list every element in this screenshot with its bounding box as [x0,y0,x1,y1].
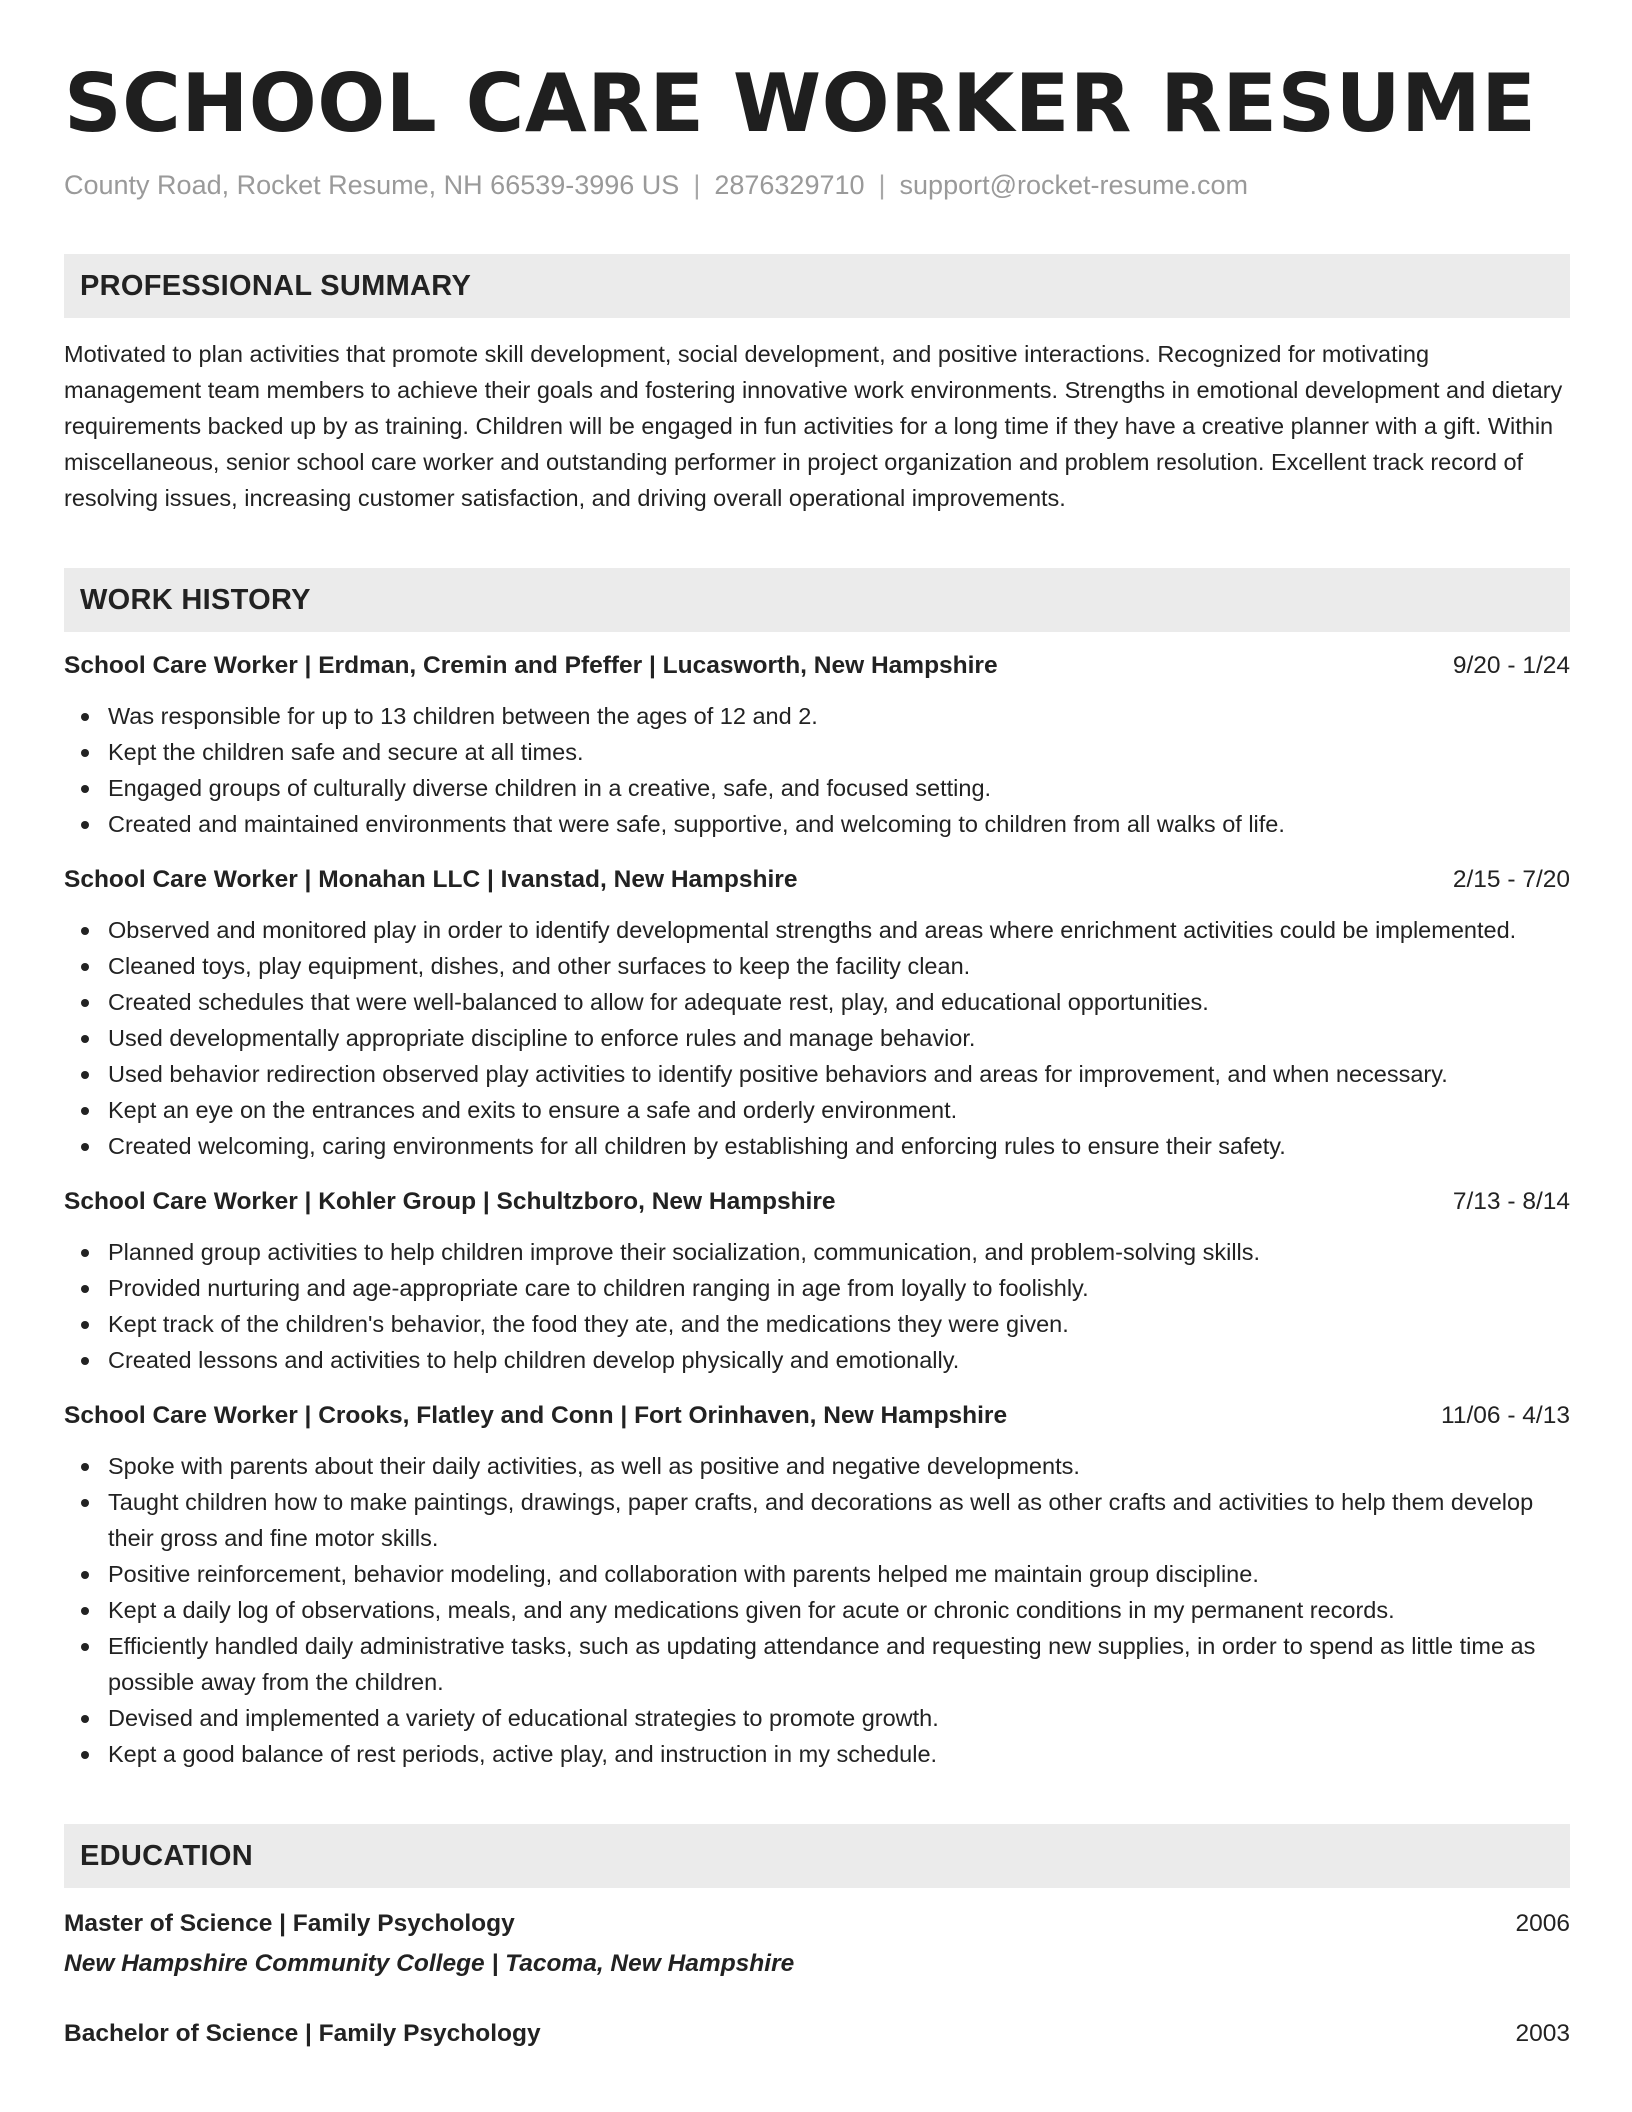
bullet-item: Created and maintained environments that were safe, supportive, and welcoming to children from all walks of life. [64,806,1570,842]
education-year: 2006 [1515,1910,1570,1937]
section-heading-label: EDUCATION [80,1839,253,1872]
bullet-item: Was responsible for up to 13 children between the ages of 12 and 2. [64,698,1570,734]
bullet-item: Kept the children safe and secure at all times. [64,734,1570,770]
section-heading-work-history [64,568,1570,632]
page-title: SCHOOL CARE WORKER RESUME [64,57,1537,150]
job-bullets [64,912,1570,1164]
section-heading-label: WORK HISTORY [80,583,311,616]
job-header [64,1184,1570,1220]
job-bullets [64,1234,1570,1378]
job-bullets [64,1448,1570,1772]
bullet-item: Used behavior redirection observed play activities to identify positive behaviors and areas for improvement, and when necessary. [64,1056,1570,1092]
contact-phone: 2876329710 [714,170,865,200]
bullet-item: Observed and monitored play in order to identify developmental strengths and areas where enrichment activities could be implemented. [64,912,1570,948]
education-entry [64,1906,1570,1982]
bullet-item: Created schedules that were well-balanced to allow for adequate rest, play, and educational opportunities. [64,984,1570,1020]
education-header [64,2016,1570,2052]
bullet-item: Engaged groups of culturally diverse children in a creative, safe, and focused setting. [64,770,1570,806]
bullet-item: Kept a good balance of rest periods, active play, and instruction in my schedule. [64,1736,1570,1772]
contact-separator: | [878,170,886,200]
section-heading-education [64,1824,1570,1888]
job-entry [64,1398,1570,1772]
bullet-item: Planned group activities to help children improve their socialization, communication, and problem-solving skills. [64,1234,1570,1270]
education-header [64,1906,1570,1942]
contact-separator: | [693,170,701,200]
education-entry [64,2016,1570,2052]
job-header [64,648,1570,684]
job-entry [64,1184,1570,1378]
education-year: 2003 [1515,2020,1570,2047]
job-header [64,1398,1570,1434]
bullet-item: Devised and implemented a variety of educational strategies to promote growth. [64,1700,1570,1736]
bullet-item: Kept an eye on the entrances and exits to ensure a safe and orderly environment. [64,1092,1570,1128]
job-dates: 2/15 - 7/20 [1452,866,1570,893]
job-bullets [64,698,1570,842]
bullet-item: Created welcoming, caring environments for all children by establishing and enforcing rules to ensure their safety. [64,1128,1570,1164]
job-title: School Care Worker | Crooks, Flatley and Conn | Fort Orinhaven, New Hampshire [64,1402,1008,1429]
bullet-item: Created lessons and activities to help children develop physically and emotionally. [64,1342,1570,1378]
bullet-item: Spoke with parents about their daily activities, as well as positive and negative developments. [64,1448,1570,1484]
contact-line [64,168,1570,202]
bullet-item: Used developmentally appropriate discipline to enforce rules and manage behavior. [64,1020,1570,1056]
bullet-item: Cleaned toys, play equipment, dishes, and other surfaces to keep the facility clean. [64,948,1570,984]
contact-address: County Road, Rocket Resume, NH 66539-3996 US [64,170,680,200]
section-heading-summary [64,254,1570,318]
job-dates: 7/13 - 8/14 [1452,1188,1570,1215]
section-heading-label: PROFESSIONAL SUMMARY [80,269,472,302]
job-title: School Care Worker | Erdman, Cremin and Pfeffer | Lucasworth, New Hampshire [64,652,998,679]
bullet-item: Efficiently handled daily administrative tasks, such as updating attendance and requesting new supplies, in order to spend as little time as possible away from the children. [64,1628,1570,1700]
bullet-item: Taught children how to make paintings, drawings, paper crafts, and decorations as well as other crafts and activities to help them develop their gross and fine motor skills. [64,1484,1570,1556]
education-school: New Hampshire Community College | Tacoma, New Hampshire [64,1950,795,1977]
job-dates: 9/20 - 1/24 [1452,652,1570,679]
education-degree: Bachelor of Science | Family Psychology [64,2020,541,2047]
job-title: School Care Worker | Kohler Group | Schultzboro, New Hampshire [64,1188,836,1215]
contact-email: support@rocket-resume.com [899,170,1249,200]
job-entry [64,648,1570,842]
job-title: School Care Worker | Monahan LLC | Ivanstad, New Hampshire [64,866,798,893]
education-degree: Master of Science | Family Psychology [64,1910,515,1937]
bullet-item: Positive reinforcement, behavior modeling, and collaboration with parents helped me maintain group discipline. [64,1556,1570,1592]
job-header [64,862,1570,898]
job-entry [64,862,1570,1164]
job-dates: 11/06 - 4/13 [1441,1402,1570,1429]
bullet-item: Kept a daily log of observations, meals, and any medications given for acute or chronic conditions in my permanent records. [64,1592,1570,1628]
summary-text: Motivated to plan activities that promote skill development, social development, and positive interactions. Recognized for motivating management team members to achieve their goals and fostering innovative work environments. Strengths in emotional development and dietary requirements backed up by as training. Children will be engaged in fun activities for a long time if they have a creative planner with a gift. Within miscellaneous, senior school care worker and outstanding performer in project organization and problem resolution. Excellent track record of resolving issues, increasing customer satisfaction, and driving overall operational improvements. [64,341,1563,511]
bullet-item: Kept track of the children's behavior, the food they ate, and the medications they were given. [64,1306,1570,1342]
bullet-item: Provided nurturing and age-appropriate care to children ranging in age from loyally to foolishly. [64,1270,1570,1306]
